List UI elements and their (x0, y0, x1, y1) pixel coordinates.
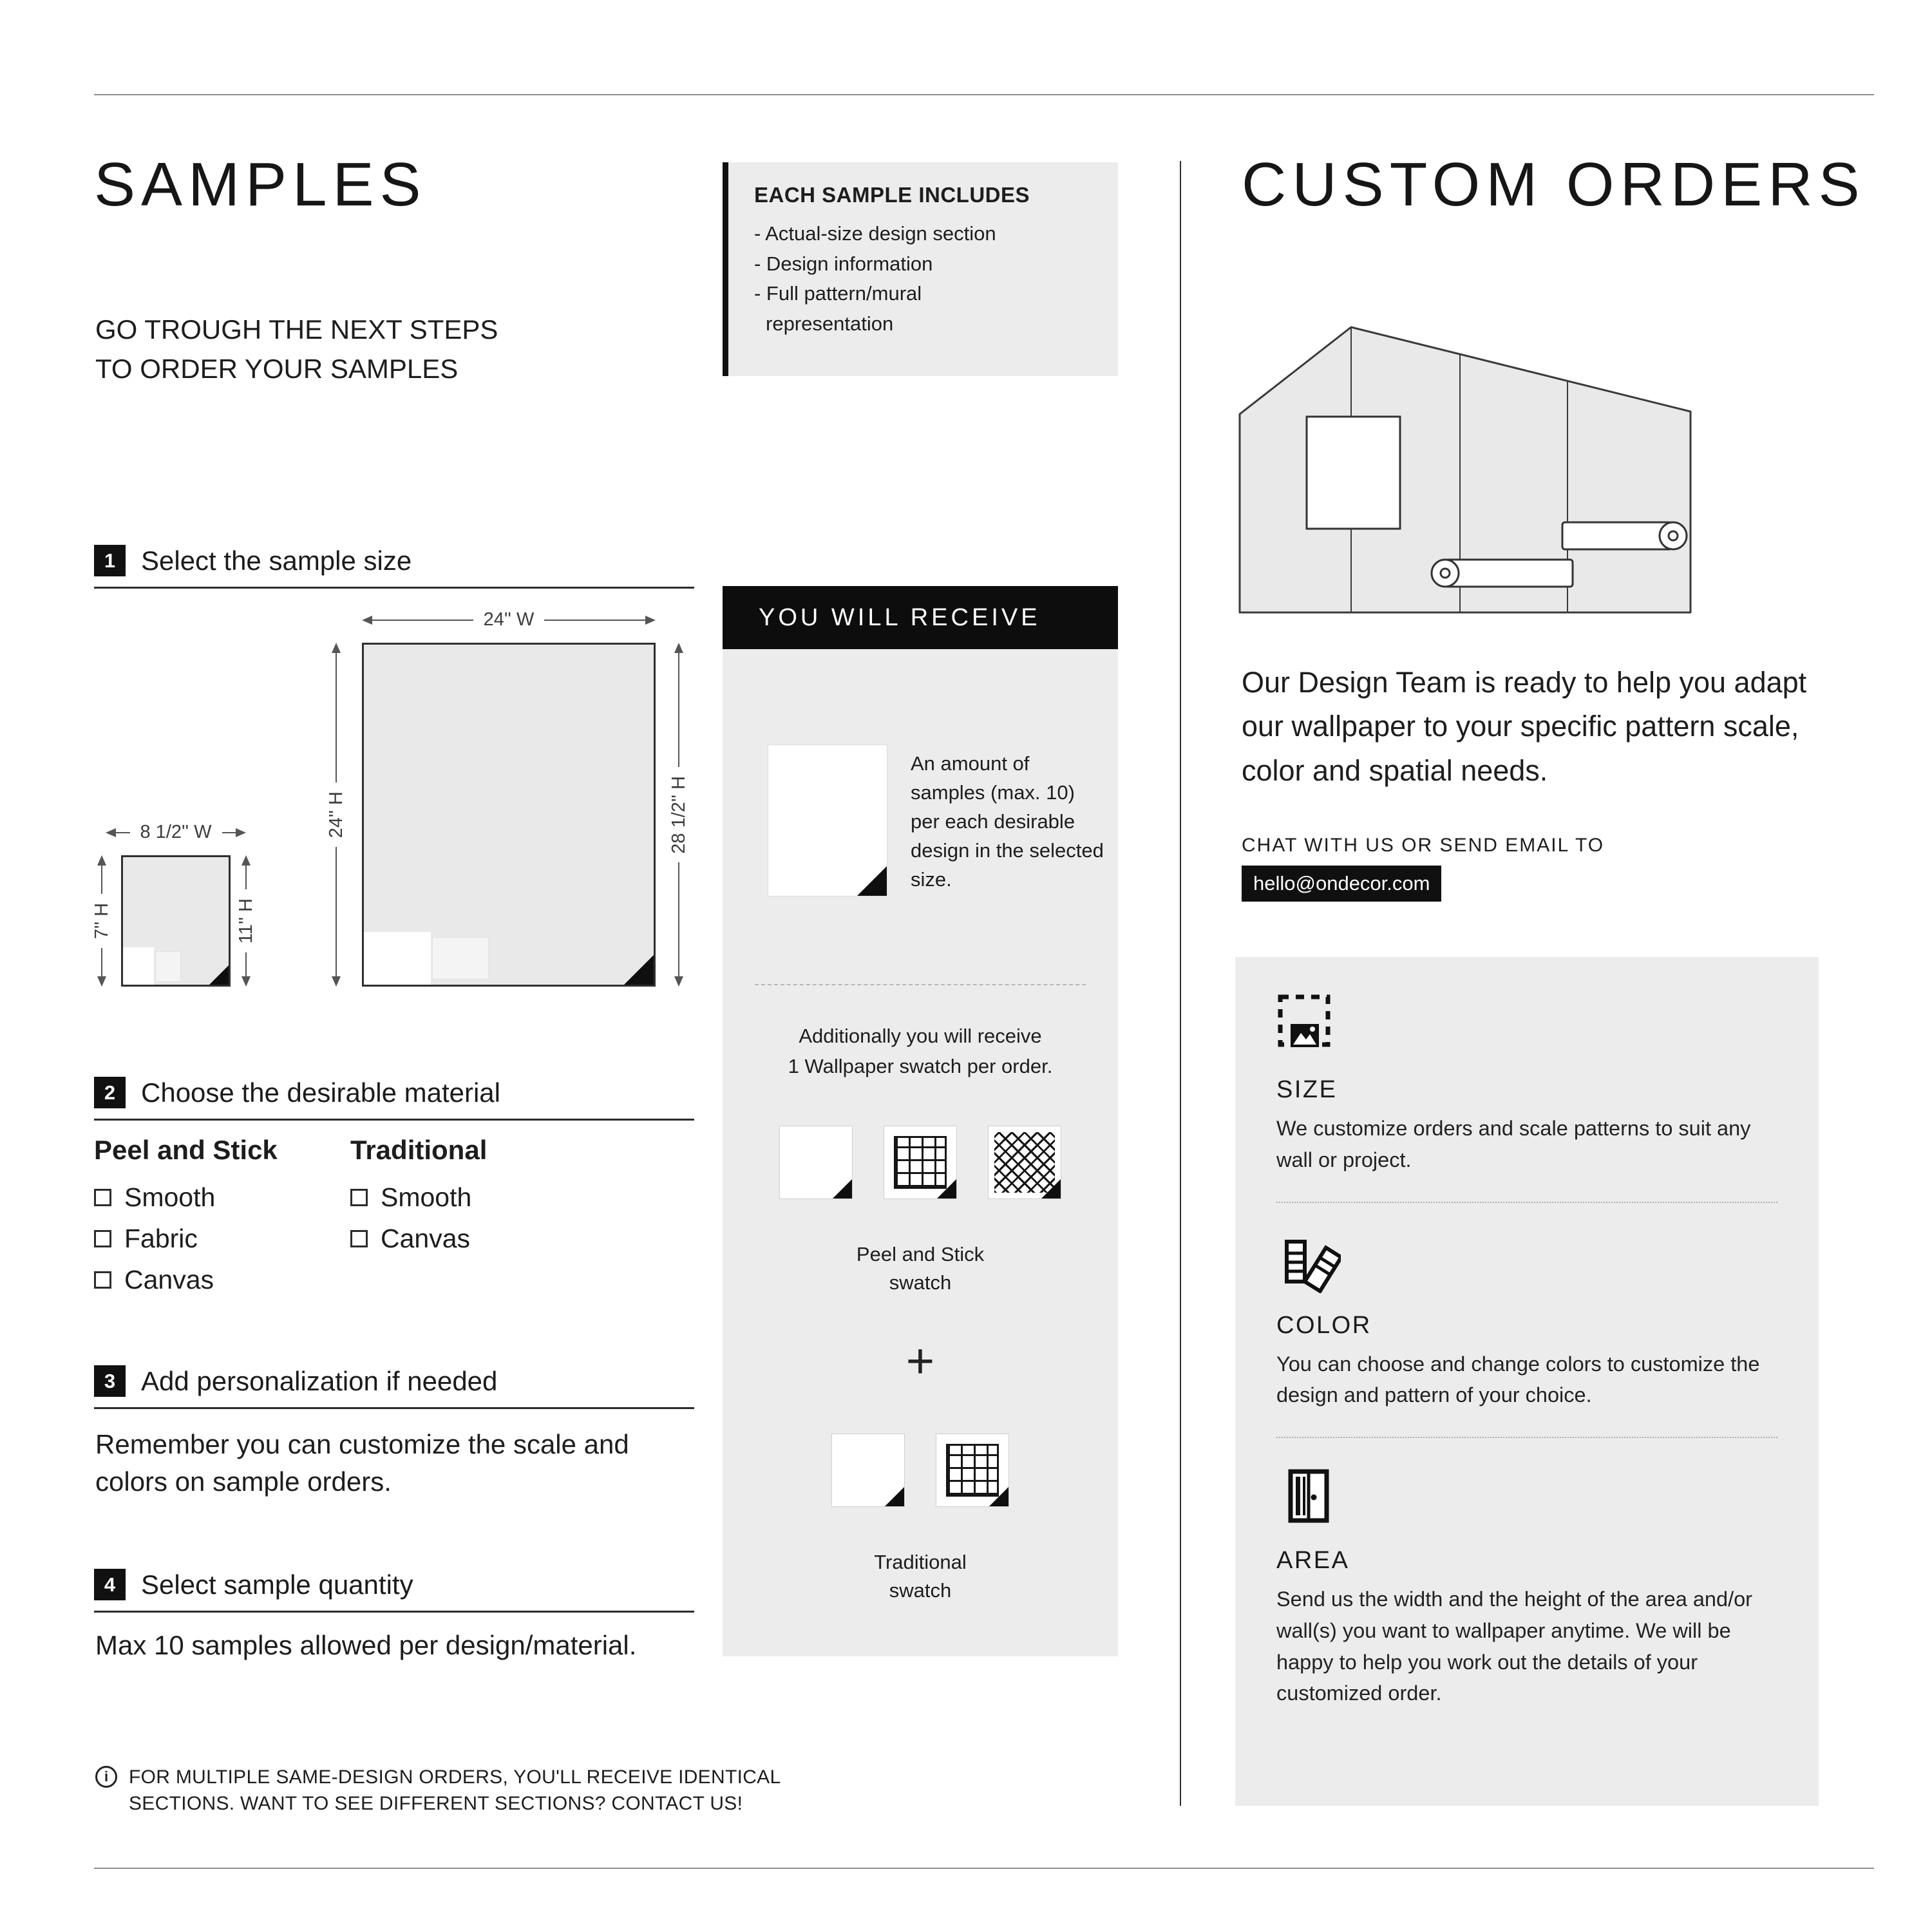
folded-corner (624, 955, 654, 985)
option-label: Canvas (381, 1224, 471, 1253)
dimension-label: 11'' H (235, 898, 256, 944)
feature-area (1276, 1464, 1777, 1709)
includes-item: - Full pattern/mural (754, 282, 922, 305)
checkbox-peel-fabric[interactable] (94, 1224, 278, 1254)
option-label: Smooth (381, 1182, 472, 1212)
step-4-text: Max 10 samples allowed per design/material. (95, 1630, 637, 1660)
dimension-height-small-left (89, 855, 115, 987)
traditional-swatch-row (723, 1434, 1118, 1507)
dimension-height-large-right (663, 643, 694, 987)
includes-title: EACH SAMPLE INCLUDES (754, 183, 1030, 207)
color-icon (1276, 1229, 1341, 1293)
checkbox-peel-canvas[interactable] (94, 1265, 278, 1295)
step-4-title: Select sample quantity (141, 1569, 413, 1600)
column-divider (1180, 161, 1181, 1806)
dimension-height-small-right (233, 855, 259, 987)
you-will-receive-panel (723, 649, 1118, 1656)
folded-corner (833, 1179, 852, 1198)
folded-corner (885, 1487, 904, 1506)
dimension-height-large-left (321, 643, 352, 987)
design-section-light (432, 937, 489, 980)
peel-swatch-label: Peel and Stick swatch (856, 1243, 985, 1294)
step-1 (94, 545, 694, 589)
dimension-label: 8 1/2'' W (140, 822, 212, 842)
samples-intro-line1: GO TROUGH THE NEXT STEPS (95, 314, 498, 345)
feature-area-text: Send us the width and the height of the area and/or wall(s) you want to wallpaper anytime. We will be happy to help you work out the details of your customized order. (1276, 1587, 1753, 1705)
crosshatch-swatch-icon (988, 1126, 1061, 1199)
checkbox-peel-smooth[interactable] (94, 1182, 278, 1213)
design-section-white (123, 947, 154, 985)
area-icon (1276, 1464, 1341, 1528)
step-1-number: 1 (94, 545, 126, 576)
large-sample-rect (362, 643, 656, 987)
checkbox-icon[interactable] (350, 1189, 368, 1206)
feature-size (1276, 993, 1777, 1176)
dashed-divider (755, 984, 1086, 985)
size-icon (1276, 993, 1341, 1057)
feature-size-text: We customize orders and scale patterns to suit any wall or project. (1276, 1117, 1751, 1171)
step-1-title: Select the sample size (141, 545, 412, 576)
footnote-line2: SECTIONS. WANT TO SEE DIFFERENT SECTIONS? CONTACT US! (129, 1792, 743, 1814)
wallpaper-wall-illustration (1238, 325, 1692, 620)
traditional-title: Traditional (350, 1135, 488, 1165)
feature-color-title: COLOR (1276, 1311, 1372, 1339)
small-sample-rect (121, 855, 231, 987)
step-2 (94, 1077, 694, 1121)
option-label: Smooth (124, 1182, 216, 1212)
design-section-light (155, 951, 181, 982)
samples-intro-line2: TO ORDER YOUR SAMPLES (95, 353, 459, 384)
includes-item: - Design information (754, 252, 933, 275)
samples-amount-text: An amount of samples (max. 10) per each desirable design in the selected size. (911, 752, 1104, 891)
dotted-divider (1276, 1437, 1777, 1438)
footnote-line1: FOR MULTIPLE SAME-DESIGN ORDERS, YOU'LL RECEIVE IDENTICAL (129, 1766, 781, 1788)
dimension-label: 24'' W (483, 609, 535, 630)
plain-swatch-icon (831, 1434, 905, 1507)
step-3-title: Add personalization if needed (141, 1365, 498, 1396)
checkbox-traditional-canvas[interactable] (350, 1224, 487, 1254)
folded-corner (209, 965, 229, 985)
step-4-number: 4 (94, 1569, 126, 1600)
custom-orders-title: CUSTOM ORDERS (1242, 150, 1866, 219)
sample-sheet-icon (768, 744, 887, 896)
folded-corner (857, 866, 887, 896)
dimension-width-large (362, 609, 656, 630)
includes-item: - Actual-size design section (754, 222, 996, 245)
peel-swatch-row (723, 1126, 1118, 1199)
step-2-number: 2 (94, 1077, 126, 1108)
info-icon: i (95, 1766, 117, 1788)
email-badge[interactable]: hello@ondecor.com (1242, 866, 1441, 902)
checkbox-icon[interactable] (94, 1189, 111, 1206)
you-will-receive-header: YOU WILL RECEIVE (723, 586, 1118, 649)
peel-and-stick-column (94, 1135, 278, 1306)
option-label: Canvas (124, 1265, 214, 1294)
dimension-label: 7'' H (91, 902, 112, 940)
sample-size-diagram (91, 605, 694, 1001)
folded-corner (937, 1179, 956, 1198)
top-rule (94, 94, 1874, 95)
feature-area-title: AREA (1276, 1547, 1350, 1574)
step-2-title: Choose the desirable material (141, 1077, 500, 1108)
feature-color-text: You can choose and change colors to customize the design and pattern of your choice. (1276, 1352, 1760, 1407)
folded-corner (989, 1487, 1009, 1506)
feature-size-title: SIZE (1276, 1076, 1338, 1103)
additionally-text: Additionally you will receive 1 Wallpaper swatch per order. (788, 1025, 1053, 1077)
samples-title: SAMPLES (94, 150, 427, 219)
checkbox-icon[interactable] (350, 1230, 368, 1247)
grid-swatch-icon (884, 1126, 957, 1199)
dimension-label: 28 1/2'' H (668, 775, 689, 854)
checkbox-icon[interactable] (94, 1271, 111, 1289)
traditional-swatch-label: Traditional swatch (874, 1551, 967, 1602)
feature-color (1276, 1229, 1777, 1412)
plus-sign: + (905, 1334, 935, 1388)
step-3-number: 3 (94, 1365, 126, 1397)
traditional-column (350, 1135, 487, 1265)
step-3 (94, 1365, 694, 1409)
bottom-rule (94, 1868, 1874, 1869)
materials-options (94, 1135, 694, 1341)
folded-corner (1041, 1179, 1061, 1198)
dotted-divider (1276, 1202, 1777, 1203)
peel-and-stick-title: Peel and Stick (94, 1135, 278, 1165)
design-section-white (364, 932, 431, 985)
custom-orders-intro: Our Design Team is ready to help you adapt our wallpaper to your specific pattern scale, color and spatial needs. (1242, 666, 1807, 787)
step-3-text: Remember you can customize the scale and colors on sample orders. (95, 1429, 629, 1497)
dimension-width-small (106, 822, 246, 843)
step-4 (94, 1569, 694, 1613)
sample-includes-box (723, 162, 1118, 376)
includes-item: representation (766, 312, 894, 335)
dimension-label: 24'' H (325, 791, 346, 838)
contact-label: CHAT WITH US OR SEND EMAIL TO (1242, 835, 1605, 856)
checkbox-traditional-smooth[interactable] (350, 1182, 487, 1213)
plain-swatch-icon (779, 1126, 853, 1199)
samples-intro (95, 310, 498, 389)
custom-orders-panel (1235, 957, 1819, 1806)
checkbox-icon[interactable] (94, 1230, 111, 1247)
grid-swatch-icon (936, 1434, 1009, 1507)
footnote (95, 1765, 781, 1817)
option-label: Fabric (124, 1224, 198, 1253)
